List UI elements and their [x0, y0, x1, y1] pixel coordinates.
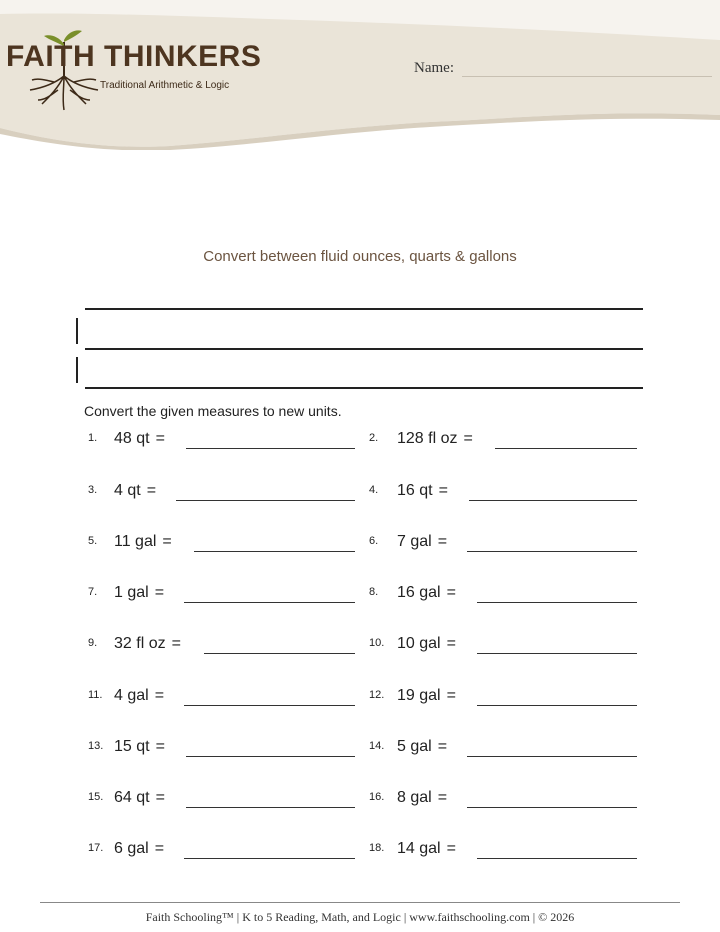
answer-blank[interactable] — [467, 551, 637, 552]
answer-blank[interactable] — [186, 448, 355, 449]
equals-sign: = — [446, 635, 456, 652]
equals-sign: = — [155, 738, 165, 755]
problem-expression — [114, 840, 164, 858]
equals-sign: = — [162, 533, 172, 550]
equals-sign: = — [171, 635, 181, 652]
answer-blank[interactable] — [477, 653, 637, 654]
worksheet-title: Convert between fluid ounces, quarts & gallons — [203, 248, 517, 265]
answer-blank[interactable] — [467, 756, 637, 757]
problem-expression — [397, 430, 473, 448]
equals-sign: = — [154, 687, 165, 704]
answer-blank[interactable] — [477, 705, 637, 706]
problem-expression — [114, 533, 172, 551]
equals-sign: = — [463, 430, 473, 447]
problem-number: 8. — [369, 586, 379, 598]
writing-line — [85, 308, 643, 310]
problem-quantity: 48 qt — [114, 430, 150, 447]
problem-number: 2. — [369, 432, 379, 444]
brand-name: FAITH THINKERS — [6, 40, 262, 73]
name-field[interactable] — [462, 76, 712, 77]
equals-sign: = — [155, 430, 165, 447]
problem-number: 9. — [88, 637, 98, 649]
writing-line-margin-mark — [76, 318, 78, 344]
problem-quantity: 10 gal — [397, 635, 441, 652]
brand-tagline: Traditional Arithmetic & Logic — [100, 80, 230, 91]
problem-expression — [397, 482, 448, 500]
problem-quantity: 16 qt — [397, 482, 433, 499]
problem-quantity: 11 gal — [114, 533, 157, 550]
problem-expression — [114, 584, 164, 602]
answer-blank[interactable] — [204, 653, 355, 654]
problem-number: 10. — [369, 637, 385, 649]
problem-number: 16. — [369, 791, 385, 803]
problem-expression — [397, 584, 456, 602]
problem-quantity: 64 qt — [114, 789, 150, 806]
equals-sign: = — [446, 687, 456, 704]
answer-blank[interactable] — [194, 551, 355, 552]
problem-quantity: 128 fl oz — [397, 430, 458, 447]
equals-sign: = — [154, 584, 165, 601]
answer-blank[interactable] — [477, 602, 637, 603]
problem-quantity: 32 fl oz — [114, 635, 166, 652]
footer-text: Faith Schooling™ | K to 5 Reading, Math, and Logic | www.faithschooling.com | © 2026 — [145, 910, 575, 924]
problem-quantity: 16 gal — [397, 584, 441, 601]
answer-blank[interactable] — [184, 858, 355, 859]
problem-expression — [114, 430, 165, 448]
problem-quantity: 6 gal — [114, 840, 149, 857]
problem-number: 4. — [369, 484, 379, 496]
problem-expression — [397, 789, 447, 807]
problem-number: 17. — [88, 842, 104, 854]
problem-expression — [397, 840, 456, 858]
equals-sign: = — [437, 533, 448, 550]
answer-blank[interactable] — [469, 500, 637, 501]
problem-quantity: 19 gal — [397, 687, 441, 704]
problem-quantity: 7 gal — [397, 533, 432, 550]
problem-number: 3. — [88, 484, 98, 496]
problem-expression — [397, 635, 456, 653]
problem-quantity: 1 gal — [114, 584, 149, 601]
answer-blank[interactable] — [184, 602, 355, 603]
problem-expression — [397, 687, 456, 705]
writing-line — [85, 348, 643, 350]
problem-number: 5. — [88, 535, 98, 547]
footer-divider — [40, 902, 680, 903]
problem-expression — [397, 533, 447, 551]
problem-number: 14. — [369, 740, 385, 752]
name-label: Name: — [414, 60, 454, 76]
problem-expression — [114, 738, 165, 756]
instructions: Convert the given measures to new units. — [84, 403, 342, 419]
answer-blank[interactable] — [186, 756, 355, 757]
problem-expression — [114, 687, 164, 705]
problem-quantity: 5 gal — [397, 738, 432, 755]
problem-quantity: 14 gal — [397, 840, 441, 857]
problem-number: 7. — [88, 586, 98, 598]
problem-number: 6. — [369, 535, 379, 547]
problem-expression — [114, 482, 156, 500]
problem-number: 15. — [88, 791, 104, 803]
problem-expression — [114, 789, 165, 807]
answer-blank[interactable] — [477, 858, 637, 859]
answer-blank[interactable] — [176, 500, 355, 501]
problem-quantity: 8 gal — [397, 789, 432, 806]
equals-sign: = — [154, 840, 165, 857]
problem-quantity: 15 qt — [114, 738, 150, 755]
problem-number: 1. — [88, 432, 98, 444]
problem-expression — [114, 635, 181, 653]
problem-quantity: 4 qt — [114, 482, 141, 499]
problem-number: 18. — [369, 842, 385, 854]
equals-sign: = — [437, 738, 448, 755]
equals-sign: = — [446, 840, 456, 857]
equals-sign: = — [437, 789, 448, 806]
writing-line-margin-mark — [76, 357, 78, 383]
answer-blank[interactable] — [184, 705, 355, 706]
answer-blank[interactable] — [467, 807, 637, 808]
equals-sign: = — [146, 482, 157, 499]
problem-number: 13. — [88, 740, 104, 752]
problem-expression — [397, 738, 447, 756]
problem-number: 11. — [88, 689, 103, 701]
answer-blank[interactable] — [495, 448, 637, 449]
equals-sign: = — [438, 482, 448, 499]
equals-sign: = — [446, 584, 456, 601]
problem-number: 12. — [369, 689, 385, 701]
equals-sign: = — [155, 789, 165, 806]
problem-quantity: 4 gal — [114, 687, 149, 704]
writing-line — [85, 387, 643, 389]
answer-blank[interactable] — [186, 807, 355, 808]
